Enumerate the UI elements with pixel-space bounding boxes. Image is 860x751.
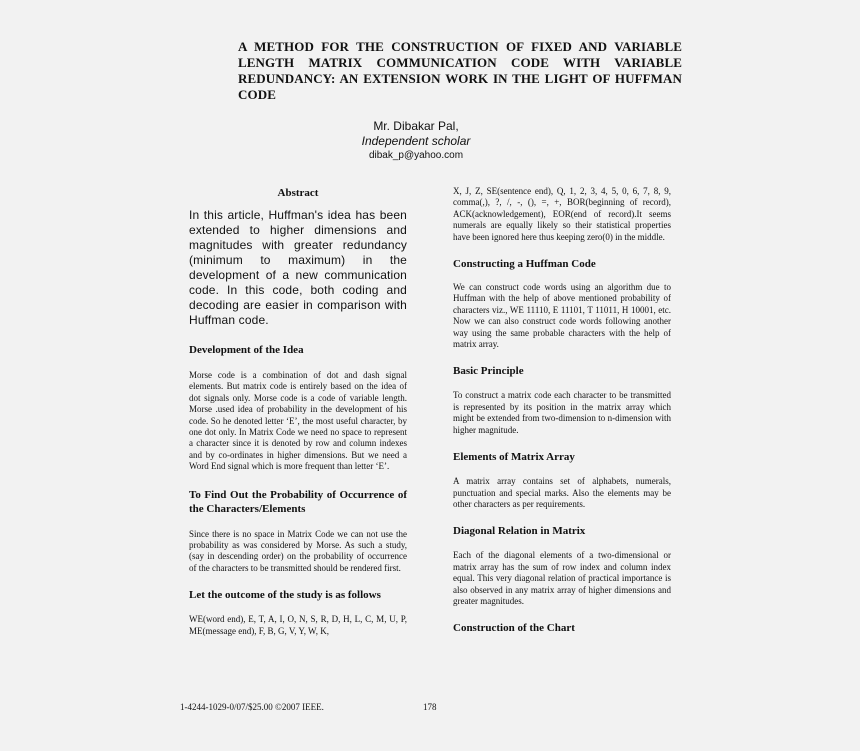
section-heading-diagonal: Diagonal Relation in Matrix — [453, 525, 586, 538]
paper-title: A METHOD FOR THE CONSTRUCTION OF FIXED AND VARIABLE LENGTH MATRIX COMMUNICATION CODE WITH VARIABLE REDUNDANCY: AN EXTENSION WORK IN THE LIGHT OF HUFFMAN CODE — [238, 39, 682, 102]
right-column — [453, 186, 671, 635]
section-heading-outcome: Let the outcome of the study is as follows — [189, 589, 381, 602]
author-email: dibak_p@yahoo.com — [368, 150, 464, 161]
footer-page-number: 178 — [423, 702, 437, 712]
section-heading-elements: Elements of Matrix Array — [453, 451, 575, 464]
author-affiliation: Independent scholar — [361, 134, 471, 148]
section-text-continued: X, J, Z, SE(sentence end), Q, 1, 2, 3, 4, 5, 0, 6, 7, 8, 9, comma(,), ?, /, -, (), =, +, BOR(beginning of record), ACK(acknowledgement), EOR(end of record).It seems numerals are equally likely so their statistical properties have been ignored here thus keeping zero(0) in the middle. — [453, 186, 671, 242]
author-block — [300, 119, 532, 162]
section-heading-huffman: Constructing a Huffman Code — [453, 258, 596, 271]
footer-copyright: 1-4244-1029-0/07/$25.00 ©2007 IEEE. — [180, 702, 324, 712]
left-column — [189, 186, 407, 637]
section-text-elements: A matrix array contains set of alphabets, numerals, punctuation and special marks. Also the elements may be other characters as per requirements. — [453, 476, 671, 509]
section-heading-probability: To Find Out the Probability of Occurrence of the Characters/Elements — [189, 488, 407, 515]
section-heading-development: Development of the Idea — [189, 344, 304, 356]
section-text-probability: Since there is no space in Matrix Code we can not use the probability as was considered by Morse. As such a study, (say in descending order) on the probability of occurrence of the characters to be transmitted should be rendered first. — [189, 528, 407, 573]
author-name: Mr. Dibakar Pal, — [373, 119, 459, 133]
abstract-text: In this article, Huffman's idea has been extended to higher dimensions and magnitudes with greater redundancy (minimum to maximum) in the development of a new communication code. In this code, both coding and decoding are easier in comparison with Huffman code. — [189, 208, 407, 327]
section-heading-chart: Construction of the Chart — [453, 622, 575, 635]
section-heading-basic-principle: Basic Principle — [453, 365, 524, 378]
section-text-huffman: We can construct code words using an algorithm due to Huffman with the help of above mentioned probability of characters viz., WE 11110, E 11101, T 11011, H 10001, etc. Now we can also construct code words following another way using the same probable characters with the help of matrix array. — [453, 282, 671, 350]
abstract-heading: Abstract — [277, 187, 319, 199]
section-text-diagonal: Each of the diagonal elements of a two-dimensional or matrix array has the sum of row index and column index equal. This very diagonal relation of practical importance is also observed in any matrix array of higher dimensions and greater magnitudes. — [453, 550, 671, 606]
section-text-outcome: WE(word end), E, T, A, I, O, N, S, R, D, H, L, C, M, U, P, ME(message end), F, B, G, V, Y, W, K, — [189, 614, 407, 636]
section-text-basic-principle: To construct a matrix code each character to be transmitted is represented by its position in the matrix array which might be extended from two-dimension to n-dimension with higher magnitude. — [453, 390, 671, 435]
section-text-development: Morse code is a combination of dot and dash signal elements. But matrix code is entirely based on the idea of dot signals only. Morse code is a code of variable length. Morse .used idea of probability in the development of his code. So he denoted letter ‘E’, the most useful character, by one dot only. In Matrix Code we need no space to represent a character since it is denoted by row and column indexes and by co-ordinates in higher dimensions. But we need a Word End signal which is more frequent than letter ‘E’. — [189, 370, 407, 472]
